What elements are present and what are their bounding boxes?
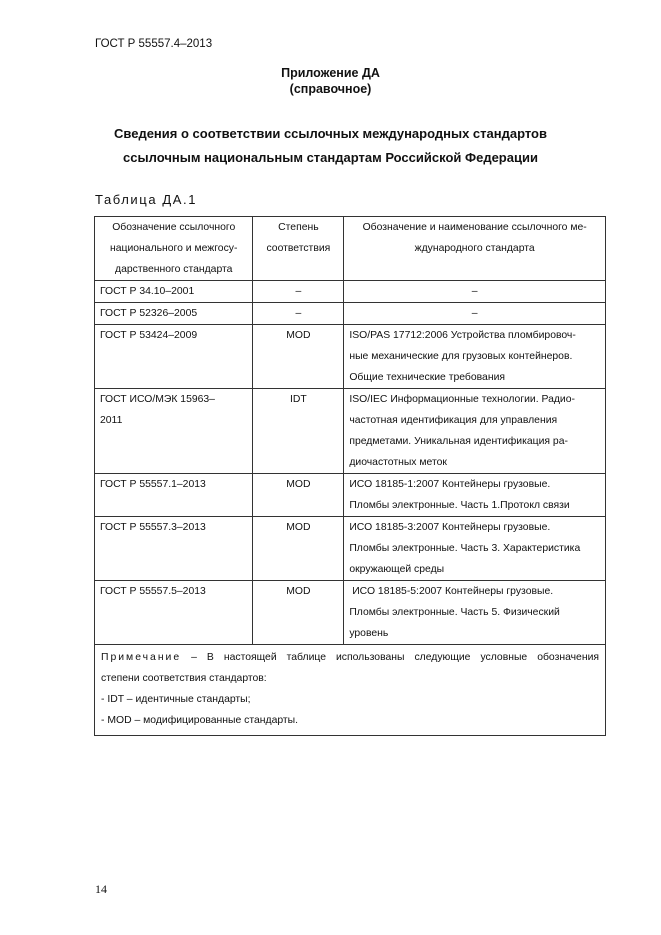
- appendix-title: Приложение ДА: [281, 66, 380, 80]
- national-standard-cell: [95, 389, 253, 474]
- table-label: Таблица ДА.1: [95, 192, 198, 207]
- cell-text: ISO/PAS 17712:2006 Устройства пломбировоч-: [349, 330, 576, 341]
- column-header-text: Обозначение и наименование ссылочного ме-: [362, 222, 587, 233]
- section-heading-line-2: ссылочным национальным стандартам Российской Федерации: [123, 150, 538, 165]
- cell-text: ИСО 18185-5:2007 Контейнеры грузовые.: [349, 586, 554, 597]
- document-code: ГОСТ Р 55557.4–2013: [95, 38, 213, 50]
- page-number: 14: [95, 882, 107, 896]
- international-standard-cell: [344, 281, 606, 303]
- cell-text: диочастотных меток: [349, 457, 447, 468]
- note-line-2: степени соответствия стандартов:: [101, 673, 267, 684]
- column-header-text: дарственного стандарта: [115, 264, 233, 275]
- table-row: [95, 325, 606, 389]
- cell-text: ные механические для грузовых контейнеров.: [349, 351, 573, 362]
- column-header-text: соответствия: [266, 243, 331, 254]
- degree-cell: –: [253, 281, 344, 303]
- table-note: [95, 645, 606, 736]
- cell-text: частотная идентификация для управления: [349, 415, 558, 426]
- international-standard-cell: [344, 325, 606, 389]
- international-standard-cell: [344, 389, 606, 474]
- appendix-subtitle: (справочное): [289, 82, 372, 96]
- national-standard-cell: [95, 581, 253, 645]
- cell-text: –: [471, 308, 478, 319]
- degree-cell: MOD: [253, 474, 344, 517]
- note-line-1: [101, 647, 599, 668]
- note-label: Примечание: [101, 652, 182, 663]
- cell-text: Общие технические требования: [349, 372, 505, 383]
- column-header-text: национального и межгосу-: [110, 243, 238, 254]
- cell-text: Пломбы электронные. Часть 3. Характеристика: [349, 543, 581, 554]
- international-standard-cell: [344, 581, 606, 645]
- table-row: [95, 281, 606, 303]
- cell-text: ГОСТ Р 55557.1–2013: [100, 479, 206, 490]
- table-note-row: [95, 645, 606, 736]
- degree-cell: MOD: [253, 517, 344, 581]
- cell-text: ISO/IEC Информационные технологии. Радио-: [349, 394, 575, 405]
- cell-text: ГОСТ ИСО/МЭК 15963–: [100, 394, 215, 405]
- cell-text: уровень: [349, 628, 389, 639]
- column-header-text: Степень: [278, 222, 319, 233]
- table-row: [95, 303, 606, 325]
- note-line-3: - IDT – идентичные стандарты;: [101, 694, 251, 705]
- cell-text: Пломбы электронные. Часть 5. Физический: [349, 607, 560, 618]
- cell-text: ИСО 18185-1:2007 Контейнеры грузовые.: [349, 479, 551, 490]
- national-standard-cell: [95, 303, 253, 325]
- cell-text: ГОСТ Р 55557.3–2013: [100, 522, 206, 533]
- international-standard-cell: [344, 303, 606, 325]
- cell-text: 2011: [100, 415, 123, 426]
- cell-text: ИСО 18185-3:2007 Контейнеры грузовые.: [349, 522, 551, 533]
- cell-text: ГОСТ Р 52326–2005: [100, 308, 198, 319]
- column-header-text: ждународного стандарта: [414, 243, 535, 254]
- column-header-national: [95, 217, 253, 281]
- national-standard-cell: [95, 517, 253, 581]
- column-header-international: [344, 217, 606, 281]
- cell-text: предметами. Уникальная идентификация ра-: [349, 436, 568, 447]
- cell-text: ГОСТ Р 53424–2009: [100, 330, 198, 341]
- cell-text: окружающей среды: [349, 564, 445, 575]
- national-standard-cell: [95, 474, 253, 517]
- degree-cell: IDT: [253, 389, 344, 474]
- standards-table: [94, 216, 606, 736]
- table-row: [95, 474, 606, 517]
- table-row: [95, 581, 606, 645]
- cell-text: ГОСТ Р 55557.5–2013: [100, 586, 206, 597]
- column-header-degree: [253, 217, 344, 281]
- cell-text: Пломбы электронные. Часть 1.Протокл связи: [349, 500, 570, 511]
- note-text: – В настоящей таблице использованы следующие условные обозначения: [181, 652, 599, 663]
- section-heading-line-1: Сведения о соответствии ссылочных международных стандартов: [114, 126, 547, 141]
- cell-text: –: [471, 286, 478, 297]
- cell-text: ГОСТ Р 34.10–2001: [100, 286, 195, 297]
- table-row: [95, 517, 606, 581]
- international-standard-cell: [344, 517, 606, 581]
- international-standard-cell: [344, 474, 606, 517]
- national-standard-cell: [95, 281, 253, 303]
- degree-cell: MOD: [253, 581, 344, 645]
- table-row: [95, 389, 606, 474]
- degree-cell: MOD: [253, 325, 344, 389]
- national-standard-cell: [95, 325, 253, 389]
- note-line-4: - MOD – модифицированные стандарты.: [101, 715, 299, 726]
- degree-cell: –: [253, 303, 344, 325]
- table-header-row: [95, 217, 606, 281]
- column-header-text: Обозначение ссылочного: [112, 222, 236, 233]
